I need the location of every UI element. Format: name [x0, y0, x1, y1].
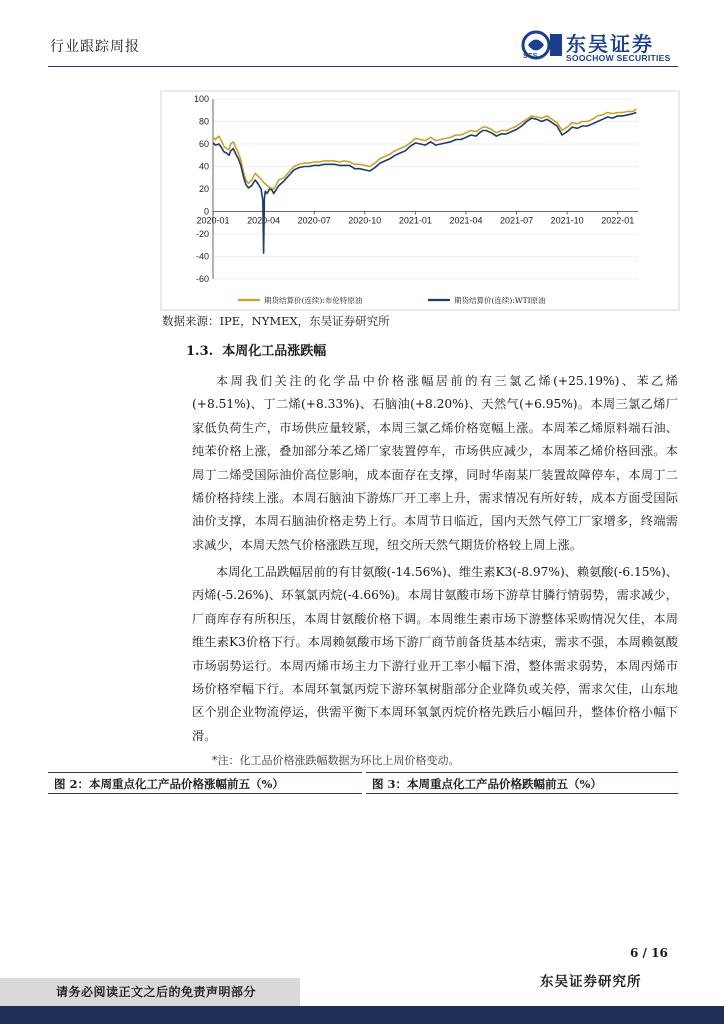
- chart-frame: [161, 91, 679, 310]
- header-rule: [48, 66, 678, 67]
- y-tick-label: 0: [203, 206, 209, 217]
- y-tick-label: 80: [198, 116, 209, 127]
- x-tick-label: 2021-07: [500, 215, 534, 226]
- logo-abbr: SCS: [523, 53, 538, 60]
- oil-price-chart: [160, 90, 680, 312]
- series-line-brent: [213, 109, 636, 189]
- legend-label: 期货结算价(连续):WTI原油: [454, 296, 546, 305]
- y-tick-label: 40: [198, 161, 209, 172]
- section-title: 本周化工品涨跌幅: [222, 344, 327, 359]
- x-tick-label: 2021-10: [550, 215, 584, 226]
- x-tick-label: 2020-01: [196, 215, 230, 226]
- report-type-title: 行业跟踪周报: [50, 39, 140, 55]
- paragraph-decliners: 本周化工品跌幅居前的有甘氨酸(-14.56%)、维生素K3(-8.97%)、赖氨酸(-6.15%)、丙烯(-5.26%)、环氧氯丙烷(-4.66%)。本周甘氨酸市场下游草甘膦行情弱势，需求减少，厂商库存有所积压，本周甘氨酸价格下调。本周维生素市场下游整体采购情况欠佳，本周维生素K3价格下行。本周赖氨酸市场下游厂商节前备货基本结束，需求不强，本周赖氨酸市场弱势运行。本周丙烯市场主力下游行业开工率小幅下滑，整体需求弱势，本周丙烯市场价格窄幅下行。本周环氧氯丙烷下游环氧树脂部分企业降负或关停，需求欠佳，山东地区个别企业物流停运，供需平衡下本周环氧氯丙烷价格先跌后小幅回升，整体价格小幅下滑。: [192, 565, 678, 743]
- logo-text-cn: 东吴证券: [566, 32, 654, 56]
- section-heading: [186, 340, 326, 359]
- y-tick-label: 100: [193, 94, 209, 104]
- footer-disclaimer: 请务必阅读正文之后的免责声明部分: [56, 985, 257, 999]
- x-tick-label: 2021-04: [449, 215, 483, 226]
- y-tick-label: -60: [195, 274, 209, 284]
- y-tick-label: 20: [198, 184, 209, 194]
- x-tick-label: 2020-10: [348, 215, 382, 226]
- page-number: 6 / 16: [630, 946, 668, 960]
- figure-2-caption: 图 2：本周重点化工产品价格涨幅前五（%）: [48, 772, 362, 794]
- logo-text-en: SOOCHOW SECURITIES: [566, 53, 671, 63]
- x-tick-label: 2020-07: [297, 215, 331, 226]
- x-tick-label: 2020-04: [247, 215, 281, 226]
- footer-dark-band: [0, 1006, 724, 1024]
- paragraph-gainers: 本周我们关注的化学品中价格涨幅居前的有三氯乙烯(+25.19%)、苯乙烯(+8.51%)、丁二烯(+8.33%)、石脑油(+8.20%)、天然气(+6.95%)。本周三氯乙烯厂家低负荷生产，市场供应量较紧，本周三氯乙烯价格宽幅上涨。本周苯乙烯原料端石油、纯苯价格上涨，叠加部分苯乙烯厂家装置停车，市场供应减少，本周苯乙烯价格回涨。本周丁二烯受国际油价高位影响，成本面存在支撑，同时华南某厂装置故障停车，本周丁二烯价格持续上涨。本周石脑油下游炼厂开工率上升，需求情况有所好转，成本方面受国际油价支撑，本周石脑油价格走势上行。本周节日临近，国内天然气停工厂家增多，终端需求减少，本周天然气价格涨跌互现，纽交所天然气期货价格较上周上涨。: [192, 374, 678, 552]
- footer-institute: 东吴证券研究所: [540, 974, 642, 990]
- y-tick-label: -40: [195, 251, 209, 262]
- footnote: *注：化工品价格涨跌幅数据为环比上周价格变动。: [212, 754, 460, 767]
- section-number: 1.3.: [186, 344, 214, 359]
- chart-source: 数据来源：IPE，NYMEX，东吴证券研究所: [162, 314, 390, 328]
- x-tick-label: 2022-01: [601, 215, 635, 226]
- figure-3-caption: 图 3：本周重点化工产品价格跌幅前五（%）: [366, 772, 678, 794]
- x-tick-label: 2021-01: [398, 215, 432, 226]
- y-tick-label: -20: [195, 229, 209, 239]
- y-tick-label: 60: [198, 139, 209, 149]
- legend-label: 期货结算价(连续):布伦特原油: [264, 296, 363, 305]
